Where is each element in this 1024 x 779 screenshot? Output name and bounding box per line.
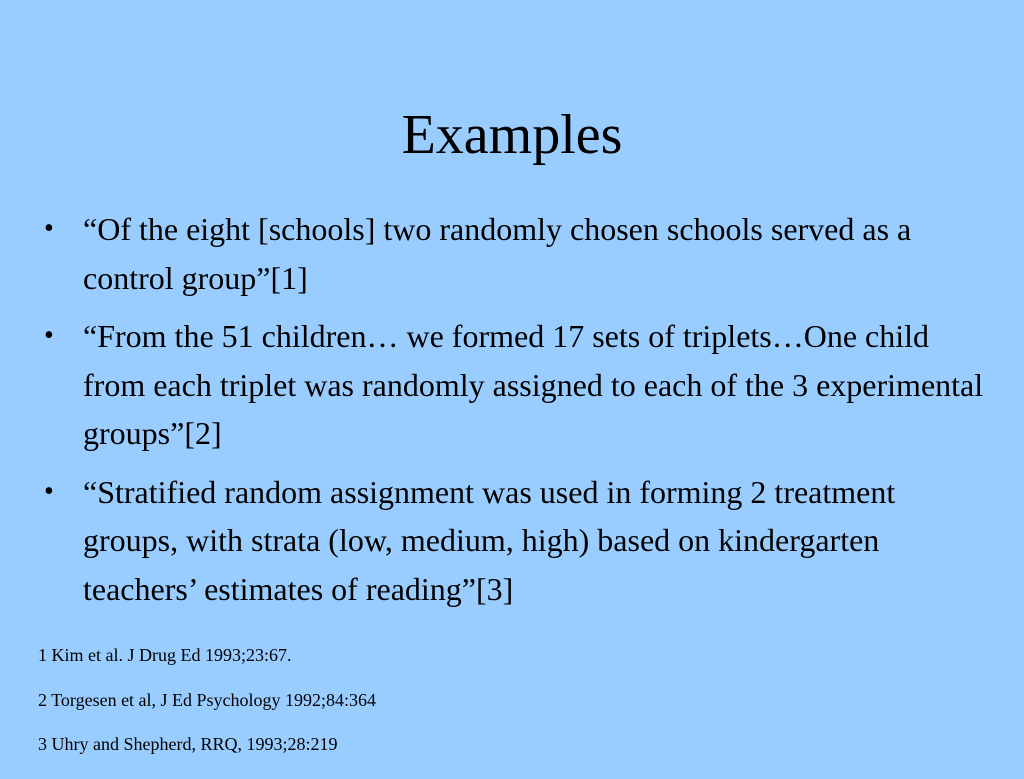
bullet-item bbox=[40, 312, 990, 458]
bullet-text: “From the 51 children… we formed 17 sets of triplets…One child from each triplet was randomly assigned to each of the 3 experimental groups”[2] bbox=[83, 318, 984, 451]
reference-item: 1 Kim et al. J Drug Ed 1993;23:67. bbox=[38, 645, 292, 665]
bullet-dot-icon: • bbox=[44, 213, 54, 244]
bullet-text: “Stratified random assignment was used in forming 2 treatment groups, with strata (low, medium, high) based on kindergarten teachers’ estimates of reading”[3] bbox=[83, 473, 896, 607]
bullet-list bbox=[40, 205, 990, 623]
reference-item: 2 Torgesen et al, J Ed Psychology 1992;84:364 bbox=[38, 689, 377, 710]
slide-title: Examples bbox=[401, 104, 623, 166]
reference-item: 3 Uhry and Shepherd, RRQ, 1993;28:219 bbox=[38, 734, 338, 754]
bullet-dot-icon: • bbox=[44, 475, 54, 507]
bullet-dot-icon: • bbox=[44, 320, 54, 351]
bullet-item bbox=[40, 468, 990, 614]
references bbox=[38, 645, 938, 779]
bullet-item bbox=[40, 205, 990, 302]
bullet-text: “Of the eight [schools] two randomly chosen schools served as a control group”[1] bbox=[83, 211, 912, 296]
